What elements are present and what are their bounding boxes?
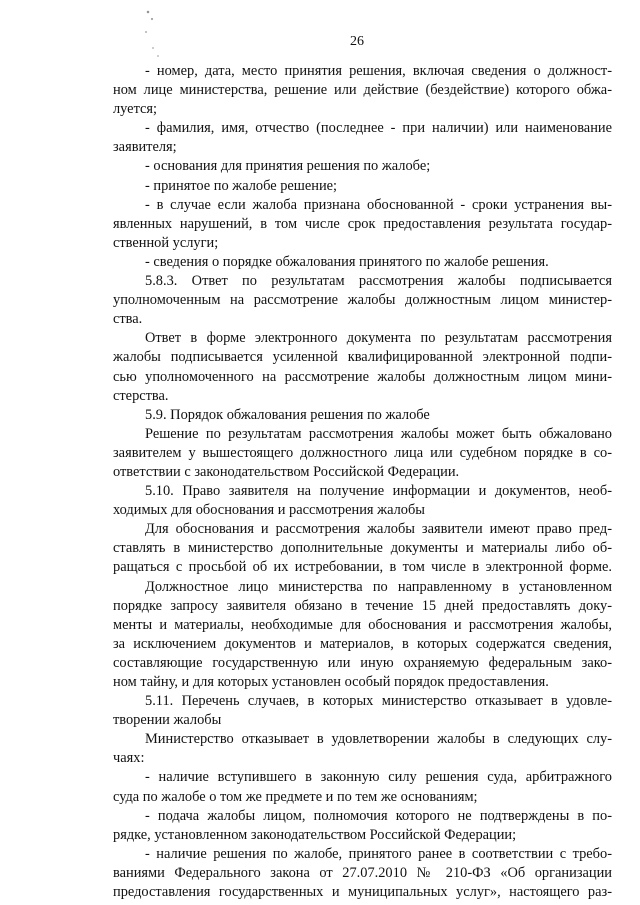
text-line: 5.11. Перечень случаев, в которых министерство отказывает в удовле-	[145, 693, 612, 710]
text-line: ственной услуги;	[113, 234, 219, 251]
text-line: Решение по результатам рассмотрения жалобы может быть обжаловано	[145, 425, 612, 442]
text-line: - номер, дата, место принятия решения, включая сведения о должност-	[145, 63, 612, 79]
text-line: - основания для принятия решения по жалобе;	[145, 158, 431, 175]
text-line: ваниями Федерального закона от 27.07.2010 № 210-ФЗ «Об организации	[113, 864, 612, 881]
text-line: ном лице министерства, решение или действие (бездействие) которого обжа-	[113, 82, 612, 99]
text-line: - принятое по жалобе решение;	[145, 177, 338, 194]
text-line: чаях:	[113, 750, 145, 767]
text-line: - фамилия, имя, отчество (последнее - при наличии) или наименование	[145, 120, 612, 137]
text-line: заявителем у вышестоящего должностного лица или судебном порядке в со-	[113, 444, 612, 461]
text-line: уполномоченным на рассмотрение жалобы должностным лицом министер-	[113, 292, 612, 309]
text-line: Должностное лицо министерства по направленному в установленном	[145, 578, 612, 595]
page-number: 26	[350, 34, 364, 49]
text-line: порядке запросу заявителя обязано в течение 15 дней предоставлять доку-	[113, 597, 612, 614]
text-line: ходимых для обоснования и рассмотрения жалобы	[113, 502, 425, 519]
text-line: за исключением документов и материалов, в которых содержатся сведения,	[113, 635, 612, 652]
text-line: - наличие решения по жалобе, принятого ранее в соответствии с требо-	[145, 845, 612, 862]
text-line: менты и материалы, необходимые для обоснования и рассмотрения жалобы,	[113, 616, 612, 633]
text-line: ном тайну, и для которых установлен особый порядок предоставления.	[113, 674, 549, 690]
text-line: - сведения о порядке обжалования принятого по жалобе решения.	[145, 253, 549, 270]
text-line: явленных нарушений, в том числе срок предоставления результата государ-	[113, 215, 612, 232]
text-line: составляющие государственную или иную охраняемую федеральным зако-	[113, 654, 612, 671]
text-line: заявителя;	[113, 139, 177, 156]
text-line: Для обоснования и рассмотрения жалобы заявители имеют право пред-	[145, 521, 612, 538]
text-line: рядке, установленном законодательством Российской Федерации;	[113, 826, 517, 843]
text-line: суда по жалобе о том же предмете и по тем же основаниям;	[113, 788, 478, 805]
text-line: ставлять в министерство дополнительные документы и материалы либо об-	[113, 540, 612, 557]
text-line: 5.10. Право заявителя на получение информации и документов, необ-	[145, 483, 612, 500]
text-line: сью уполномоченного на рассмотрение жалобы должностным лицом мини-	[113, 368, 612, 385]
text-line: творении жалобы	[113, 712, 222, 729]
text-line: - в случае если жалоба признана обоснованной - сроки устранения вы-	[145, 196, 612, 213]
text-line: 5.8.3. Ответ по результатам рассмотрения жалобы подписывается	[145, 273, 612, 290]
text-line: ответствии с законодательством Российской Федерации.	[113, 463, 460, 480]
scan-artifact	[138, 4, 168, 62]
text-line: стерства.	[113, 387, 169, 404]
text-line: Министерство отказывает в удовлетворении жалобы в следующих слу-	[145, 731, 612, 748]
document-body	[113, 62, 612, 902]
text-line: 5.9. Порядок обжалования решения по жалобе	[145, 406, 430, 423]
text-line: луется;	[113, 101, 158, 118]
text-line: - наличие вступившего в законную силу решения суда, арбитражного	[145, 769, 612, 786]
text-line: Ответ в форме электронного документа по результатам рассмотрения	[145, 330, 612, 347]
text-line: - подача жалобы лицом, полномочия которого не подтверждены в по-	[145, 807, 612, 824]
text-line: предоставления государственных и муниципальных услуг», настоящего раз-	[113, 884, 612, 901]
text-line: ства.	[113, 311, 143, 328]
text-line: жалобы подписывается усиленной квалифицированной электронной подпи-	[113, 349, 612, 366]
text-line: ращаться с просьбой об их истребовании, в том числе в электронной форме.	[113, 559, 612, 576]
